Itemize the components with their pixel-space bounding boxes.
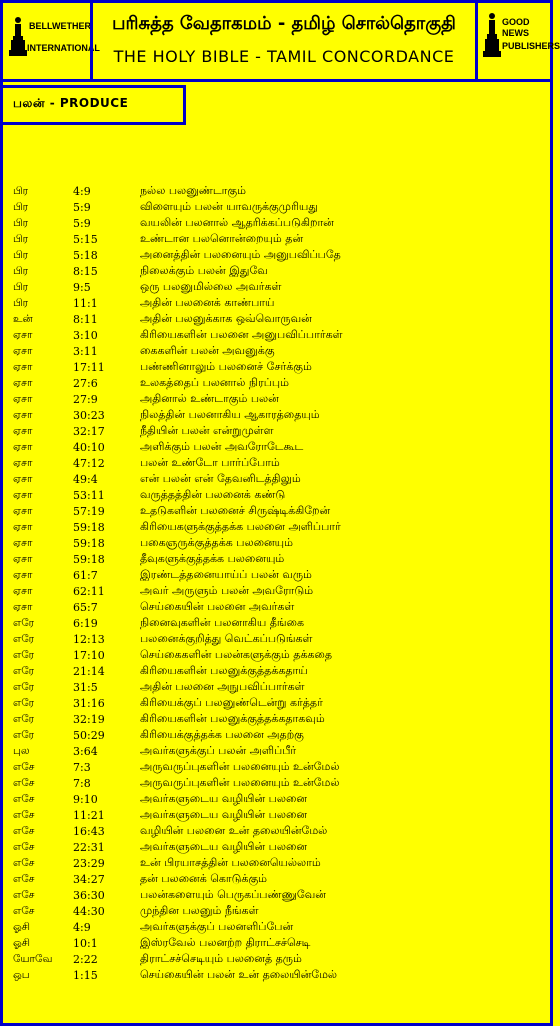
- header: [3, 3, 560, 85]
- entry-text: கிரியைகளின் பலனுக்குத்தக்கதாய்: [140, 663, 308, 677]
- list-item: [13, 263, 543, 279]
- logo-left-line2: INTERNATIONAL: [27, 43, 100, 53]
- list-item: [13, 759, 543, 775]
- entry-ref: 7:3: [73, 760, 91, 774]
- entry-book: பிர: [13, 184, 29, 197]
- entry-text: கிரியைகளின் பலனை அனுபவிப்பார்கள்: [140, 327, 343, 341]
- entry-ref: 21:14: [73, 664, 105, 678]
- entry-text: பலனைக்குறித்து வெட்கப்படுங்கள்: [140, 631, 313, 645]
- list-item: [13, 647, 543, 663]
- list-item: [13, 455, 543, 471]
- list-item: [13, 535, 543, 551]
- entry-book: பிர: [13, 216, 29, 229]
- entry-text: பலன் உண்டோ பார்ப்போம்: [140, 455, 280, 469]
- entry-ref: 5:9: [73, 216, 91, 230]
- entry-ref: 61:7: [73, 568, 98, 582]
- entry-ref: 50:29: [73, 728, 105, 742]
- entry-text: கிரியைக்குப் பலனுண்டென்று கர்த்தர்: [140, 695, 323, 709]
- entry-book: எரே: [13, 648, 35, 661]
- entry-book: எசே: [13, 904, 35, 917]
- logo-left-line1: BELLWETHER: [29, 21, 91, 31]
- entry-ref: 3:11: [73, 344, 98, 358]
- entry-text: பண்ணினாலும் பலனைச் சேர்க்கும்: [140, 359, 312, 373]
- list-item: [13, 471, 543, 487]
- list-item: [13, 199, 543, 215]
- list-item: [13, 663, 543, 679]
- list-item: [13, 343, 543, 359]
- entry-text: திராட்சச்செடியும் பலனைத் தரும்: [140, 951, 302, 965]
- entry-book: எசே: [13, 792, 35, 805]
- entry-text: பலன்களையும் பெருகப்பண்ணுவேன்: [140, 887, 326, 901]
- logo-right-line1: GOOD NEWS: [502, 17, 530, 38]
- list-item: [13, 679, 543, 695]
- list-item: [13, 615, 543, 631]
- list-item: [13, 967, 543, 983]
- entry-ref: 31:16: [73, 696, 105, 710]
- entry-ref: 27:6: [73, 376, 98, 390]
- entry-text: கைகளின் பலன் அவனுக்கு: [140, 343, 275, 357]
- list-item: [13, 727, 543, 743]
- entry-book: எசே: [13, 840, 35, 853]
- entry-text: ஒரு பலனுமில்லை அவர்கள்: [140, 279, 282, 293]
- entry-text: கிரியைகளின் பலனுக்குத்தக்கதாகவும்: [140, 711, 325, 725]
- list-item: [13, 775, 543, 791]
- entry-ref: 17:10: [73, 648, 105, 662]
- list-item: [13, 215, 543, 231]
- entry-text: அவர்களுடைய வழியின் பலனை: [140, 839, 308, 853]
- list-item: [13, 295, 543, 311]
- list-item: [13, 599, 543, 615]
- entry-book: ஏசா: [13, 456, 33, 469]
- entry-text: அவர்களுடைய வழியின் பலனை: [140, 791, 308, 805]
- logo-right-line2: PUBLISHERS: [502, 41, 560, 51]
- entry-ref: 57:19: [73, 504, 105, 518]
- entry-text: நீதியின் பலன் என்றுமுள்ள: [140, 423, 274, 437]
- entry-text: இஸ்ரவேல் பலனற்ற திராட்சச்செடி: [140, 935, 311, 949]
- list-item: [13, 855, 543, 871]
- headword-box: [3, 85, 186, 125]
- entry-text: என் பலன் என் தேவனிடத்திலும்: [140, 471, 301, 485]
- entry-book: புல: [13, 744, 30, 757]
- figure-icon: [3, 3, 87, 79]
- entry-ref: 3:64: [73, 744, 98, 758]
- entry-ref: 22:31: [73, 840, 105, 854]
- list-item: [13, 327, 543, 343]
- entry-book: ஏசா: [13, 600, 33, 613]
- entry-book: எசே: [13, 776, 35, 789]
- entry-book: ஏசா: [13, 424, 33, 437]
- entry-text: வழியின் பலனை உன் தலையின்மேல்: [140, 823, 328, 837]
- entry-book: பிர: [13, 264, 29, 277]
- list-item: [13, 631, 543, 647]
- entry-ref: 47:12: [73, 456, 105, 470]
- headword: பலன் - PRODUCE: [13, 96, 129, 110]
- list-item: [13, 423, 543, 439]
- entry-ref: 4:9: [73, 920, 91, 934]
- entry-ref: 30:23: [73, 408, 105, 422]
- entry-ref: 8:11: [73, 312, 98, 326]
- entry-book: ஏசா: [13, 584, 33, 597]
- entry-ref: 9:5: [73, 280, 91, 294]
- entry-book: எசே: [13, 856, 35, 869]
- entry-text: அவர் அருளும் பலன் அவரோடும்: [140, 583, 314, 597]
- entry-text: அருவருப்புகளின் பலனையும் உன்மேல்: [140, 759, 340, 773]
- entry-text: செய்கையின் பலனை அவர்கள்: [140, 599, 295, 613]
- entry-text: நல்ல பலனுண்டாகும்: [140, 183, 246, 197]
- entry-text: நிலத்தின் பலனாகிய ஆகாரத்தையும்: [140, 407, 320, 421]
- entry-text: கிரியைகளுக்குத்தக்க பலனை அளிப்பார்: [140, 519, 341, 533]
- entry-book: பிர: [13, 200, 29, 213]
- entry-ref: 5:9: [73, 200, 91, 214]
- entry-ref: 12:13: [73, 632, 105, 646]
- list-item: [13, 743, 543, 759]
- entry-text: அனைத்தின் பலனையும் அனுபவிப்பதே: [140, 247, 341, 261]
- entry-ref: 6:19: [73, 616, 98, 630]
- entry-ref: 44:30: [73, 904, 105, 918]
- list-item: [13, 519, 543, 535]
- entry-book: ஏசா: [13, 376, 33, 389]
- list-item: [13, 279, 543, 295]
- entry-book: ஏசா: [13, 568, 33, 581]
- entry-ref: 40:10: [73, 440, 105, 454]
- entry-ref: 49:4: [73, 472, 98, 486]
- entry-book: எசே: [13, 808, 35, 821]
- title-box: [90, 3, 478, 82]
- entry-text: செய்கைகளின் பலன்களுக்கும் தக்கதை: [140, 647, 333, 661]
- entry-ref: 59:18: [73, 552, 105, 566]
- list-item: [13, 935, 543, 951]
- list-item: [13, 247, 543, 263]
- list-item: [13, 791, 543, 807]
- entry-book: பிர: [13, 232, 29, 245]
- list-item: [13, 919, 543, 935]
- list-item: [13, 695, 543, 711]
- entry-ref: 59:18: [73, 536, 105, 550]
- entry-ref: 5:15: [73, 232, 98, 246]
- entry-book: ஏசா: [13, 344, 33, 357]
- entry-book: எரே: [13, 712, 35, 725]
- entry-text: அதினால் உண்டாகும் பலன்: [140, 391, 279, 405]
- entry-ref: 36:30: [73, 888, 105, 902]
- entry-ref: 10:1: [73, 936, 98, 950]
- entry-ref: 32:19: [73, 712, 105, 726]
- entry-text: செய்கையின் பலன் உன் தலையின்மேல்: [140, 967, 338, 981]
- list-item: [13, 359, 543, 375]
- list-item: [13, 311, 543, 327]
- entry-text: வயலின் பலனால் ஆதரிக்கப்படுகிறான்: [140, 215, 334, 229]
- entry-ref: 8:15: [73, 264, 98, 278]
- entry-book: பிர: [13, 296, 29, 309]
- entry-book: ஏசா: [13, 504, 33, 517]
- entry-ref: 5:18: [73, 248, 98, 262]
- entry-ref: 59:18: [73, 520, 105, 534]
- entry-book: எரே: [13, 632, 35, 645]
- entry-text: முந்தின பலனும் நீங்கள்: [140, 903, 259, 917]
- entry-text: அருவருப்புகளின் பலனையும் உன்மேல்: [140, 775, 340, 789]
- entry-text: இரண்டத்தனையாய்ப் பலன் வரும்: [140, 567, 312, 581]
- entry-book: எரே: [13, 616, 35, 629]
- list-item: [13, 183, 543, 199]
- entry-book: எசே: [13, 760, 35, 773]
- entry-list: [13, 183, 543, 983]
- list-item: [13, 551, 543, 567]
- entry-text: உண்டான பலனொன்றையும் தன்: [140, 231, 304, 245]
- list-item: [13, 951, 543, 967]
- list-item: [13, 871, 543, 887]
- list-item: [13, 391, 543, 407]
- tamil-title: பரிசுத்த வேதாகமம் - தமிழ் சொல்தொகுதி: [112, 13, 456, 34]
- list-item: [13, 807, 543, 823]
- list-item: [13, 711, 543, 727]
- entry-book: எரே: [13, 696, 35, 709]
- entry-book: உன்: [13, 312, 33, 325]
- entry-ref: 27:9: [73, 392, 98, 406]
- entry-book: ஏசா: [13, 552, 33, 565]
- entry-ref: 65:7: [73, 600, 98, 614]
- entry-text: வருத்தத்தின் பலனைக் கண்டு: [140, 487, 286, 501]
- entry-text: கிரியைக்குத்தக்க பலனை அதற்கு: [140, 727, 304, 741]
- list-item: [13, 839, 543, 855]
- entry-ref: 31:5: [73, 680, 98, 694]
- list-item: [13, 231, 543, 247]
- list-item: [13, 903, 543, 919]
- entry-ref: 16:43: [73, 824, 105, 838]
- entry-book: ஏசா: [13, 408, 33, 421]
- entry-ref: 3:10: [73, 328, 98, 342]
- entry-text: தன் பலனைக் கொடுக்கும்: [140, 871, 268, 885]
- list-item: [13, 375, 543, 391]
- entry-text: அளிக்கும் பலன் அவரோடேகூட: [140, 439, 304, 453]
- entry-book: எரே: [13, 664, 35, 677]
- entry-ref: 7:8: [73, 776, 91, 790]
- bellwether-logo: [3, 3, 100, 82]
- entry-book: எரே: [13, 680, 35, 693]
- list-item: [13, 503, 543, 519]
- list-item: [13, 567, 543, 583]
- entry-ref: 11:21: [73, 808, 105, 822]
- list-item: [13, 407, 543, 423]
- entry-book: ஏசா: [13, 392, 33, 405]
- entry-book: ஏசா: [13, 440, 33, 453]
- entry-ref: 2:22: [73, 952, 98, 966]
- list-item: [13, 823, 543, 839]
- english-title: THE HOLY BIBLE - TAMIL CONCORDANCE: [113, 47, 455, 66]
- entry-text: அவர்களுக்குப் பலன் அளிப்பீர்: [140, 743, 297, 757]
- entry-book: பிர: [13, 280, 29, 293]
- good-news-logo: [475, 3, 560, 82]
- entry-book: பிர: [13, 248, 29, 261]
- entry-book: ஏசா: [13, 472, 33, 485]
- entry-book: ஓசி: [13, 936, 31, 949]
- entry-text: நிலைக்கும் பலன் இதுவே: [140, 263, 268, 277]
- entry-book: எரே: [13, 728, 35, 741]
- entry-ref: 53:11: [73, 488, 105, 502]
- entry-text: நினைவுகளின் பலனாகிய தீங்கை: [140, 615, 304, 629]
- entry-book: ஒப: [13, 968, 30, 981]
- entry-book: எசே: [13, 872, 35, 885]
- entry-book: ஓசி: [13, 920, 31, 933]
- entry-ref: 9:10: [73, 792, 98, 806]
- entry-ref: 32:17: [73, 424, 105, 438]
- entry-text: பகைஞருக்குத்தக்க பலனையும்: [140, 535, 293, 549]
- entry-text: அவர்களுடைய வழியின் பலனை: [140, 807, 308, 821]
- entry-text: அவர்களுக்குப் பலனளிப்பேன்: [140, 919, 294, 933]
- list-item: [13, 887, 543, 903]
- entry-book: யோவே: [13, 952, 53, 965]
- entry-text: உதடுகளின் பலனைச் சிருஷ்டிக்கிறேன்: [140, 503, 331, 517]
- entry-text: தீவுகளுக்குத்தக்க பலனையும்: [140, 551, 285, 565]
- entry-text: உன் பிரயாசத்தின் பலனையெல்லாம்: [140, 855, 321, 869]
- entry-ref: 1:15: [73, 968, 98, 982]
- list-item: [13, 487, 543, 503]
- entry-book: ஏசா: [13, 536, 33, 549]
- entry-ref: 62:11: [73, 584, 105, 598]
- entry-book: ஏசா: [13, 488, 33, 501]
- entry-ref: 34:27: [73, 872, 105, 886]
- entry-book: ஏசா: [13, 328, 33, 341]
- entry-book: எசே: [13, 888, 35, 901]
- entry-book: ஏசா: [13, 520, 33, 533]
- entry-ref: 11:1: [73, 296, 98, 310]
- entry-ref: 23:29: [73, 856, 105, 870]
- list-item: [13, 439, 543, 455]
- entry-text: உலகத்தைப் பலனால் நிரப்பும்: [140, 375, 289, 389]
- entry-text: அதின் பலனை அநுபவிப்பார்கள்: [140, 679, 305, 693]
- list-item: [13, 583, 543, 599]
- entry-book: எசே: [13, 824, 35, 837]
- entry-text: அதின் பலனுக்காக ஒவ்வொருவன்: [140, 311, 312, 325]
- entry-text: அதின் பலனைக் காண்பாய்: [140, 295, 275, 309]
- entry-text: விளையும் பலன் யாவருக்குமுரியது: [140, 199, 318, 213]
- entry-book: ஏசா: [13, 360, 33, 373]
- entry-ref: 4:9: [73, 184, 91, 198]
- entry-ref: 17:11: [73, 360, 105, 374]
